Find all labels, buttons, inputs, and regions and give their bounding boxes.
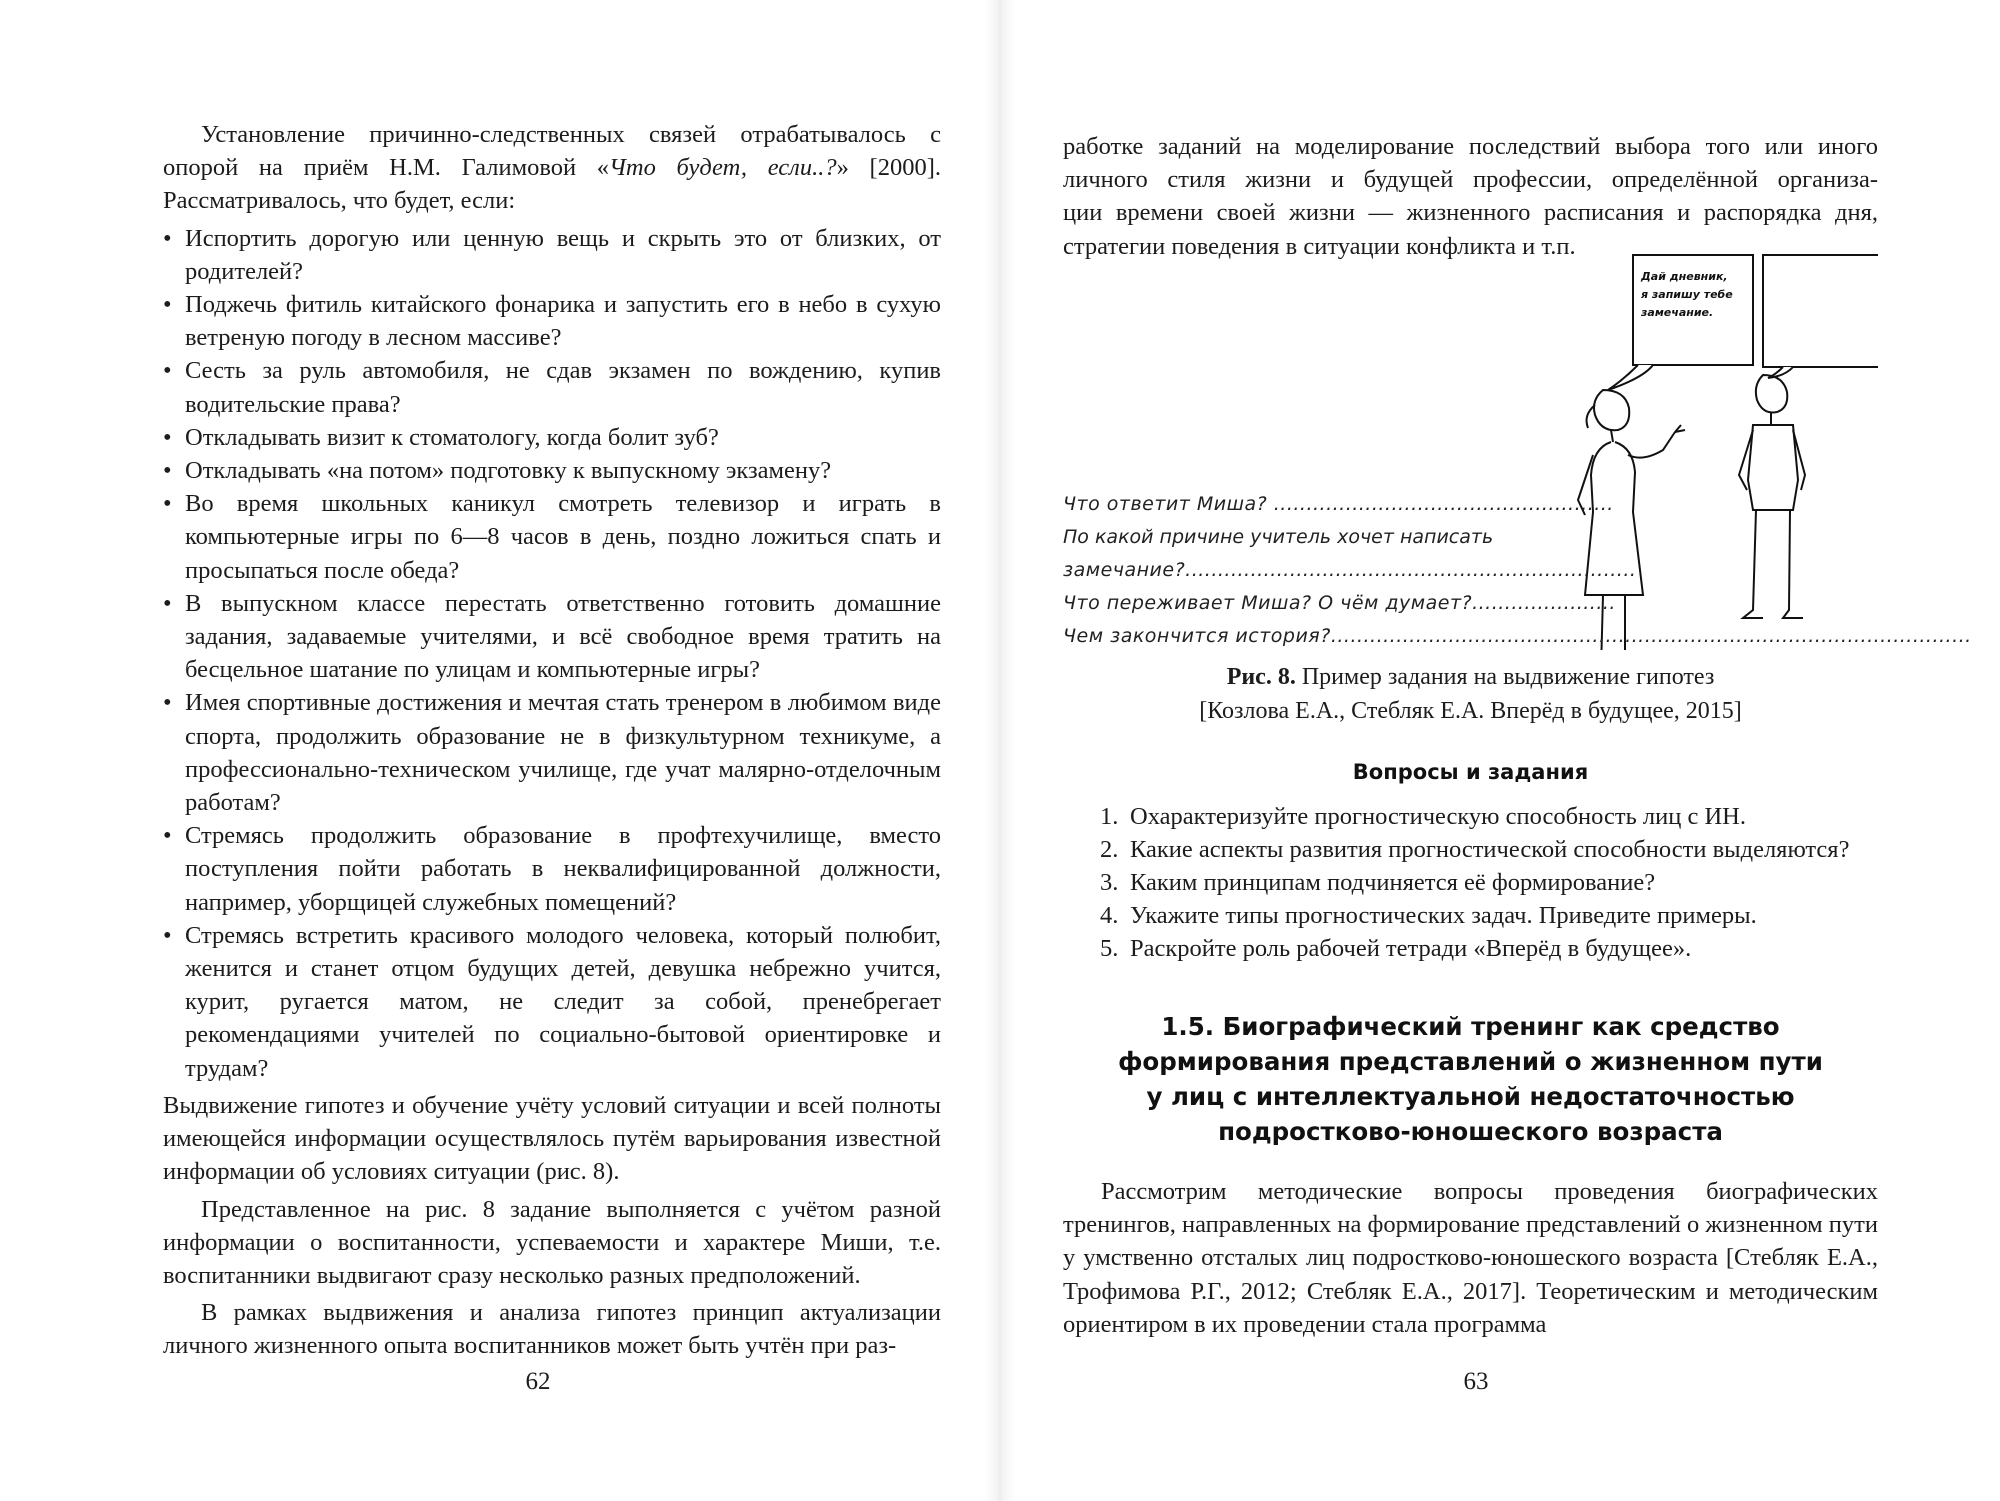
bullet-list xyxy=(163,222,941,1085)
list-item: • Во время школьных каникул смотреть телевизор и играть в компьютерные игры по 6—8 часов в день, поздно ложиться спать и просыпаться после обеда? xyxy=(163,490,941,584)
figure-8 xyxy=(1063,250,1972,650)
bubble-text-line: я запишу тебе xyxy=(1641,288,1733,301)
list-item: • Откладывать визит к стоматологу, когда болит зуб? xyxy=(163,423,719,451)
right-page-continuation xyxy=(1063,130,1878,263)
figure-question: замечание?..................................................................... xyxy=(1063,559,1637,581)
list-item: • Поджечь фитиль китайского фонарика и запустить его в небо в сухую ветреную погоду в лесном массиве? xyxy=(163,291,941,352)
list-item: 3. Каким принципам подчиняется её формирование? xyxy=(1100,869,1656,896)
list-item: 4. Укажите типы прогностических задач. Приведите примеры. xyxy=(1100,902,1757,929)
text-line: работке заданий на моделирование последствий выбора того или иного xyxy=(1063,133,1878,160)
questions-heading: Вопросы и задания xyxy=(1352,760,1589,784)
caption-label: Рис. 8. xyxy=(1226,664,1296,690)
figure-question: Чем закончится история?.................................................................................................. xyxy=(1063,625,1972,647)
list-item: • Стремясь встретить красивого молодого человека, который полюбит, женится и станет отцом будущих детей, девушка небрежно учится, курит, ругается матом, не следит за собой, пренебрегает рекомендациями учителей по социально-бытовой ориентировке и трудам? xyxy=(163,921,941,1082)
figure-question: По какой причине учитель хочет написать xyxy=(1063,526,1494,548)
page-number-left: 62 xyxy=(525,1368,551,1395)
list-item: • Сесть за руль автомобиля, не сдав экзамен по вождению, купив водительские права? xyxy=(163,357,941,418)
intro-paragraph: Установление причинно-следственных связей отрабатывалось с опорой на приём Н.М. Галимовой «Что будет, если..?» [2000]. Рассматривалось, что будет, если: xyxy=(163,121,941,215)
list-item: • Откладывать «на потом» подготовку к выпускному экзамену? xyxy=(163,457,832,485)
text-line: личного стиля жизни и будущей профессии, определённой организа- xyxy=(1063,166,1878,194)
bubble-text-line: замечание. xyxy=(1641,306,1714,319)
list-item: 2. Какие аспекты развития прогностической способности выделяются? xyxy=(1100,836,1850,863)
section-title: 1.5. Биографический тренинг как средство формирования представлений о жизненном пути у лиц с интеллектуальной недостаточностью подростково-юношеского возраста xyxy=(1118,1012,1823,1146)
list-item: • В выпускном классе перестать ответственно готовить домашние задания, задаваемые учителями, и всё свободное время тратить на бесцельное шатание по улицам и компьютерные игры? xyxy=(163,589,941,684)
list-item: 5. Раскройте роль рабочей тетради «Вперёд в будущее». xyxy=(1100,935,1692,962)
list-item: • Испортить дорогую или ценную вещь и скрыть это от близких, от родителей? xyxy=(163,224,941,285)
list-item: 1. Охарактеризуйте прогностическую способность лиц с ИН. xyxy=(1100,803,1746,830)
misha-figure xyxy=(1739,375,1805,618)
caption-source: [Козлова Е.А., Стебляк Е.А. Вперёд в будущее, 2015] xyxy=(1199,698,1742,724)
figure-question: Что ответит Миша? .................................................... xyxy=(1063,493,1614,515)
section-paragraph: Рассмотрим методические вопросы проведения биографических тренингов, направленных на формирование представлений о жизненном пути у умственно отсталых лиц подростково-юношеского возраста [Стебляк Е.А., Трофимова Р.Г., 2012; Стебляк Е.А., 2017]. Теоретическим и методическим ориентиром в их проведении стала программа xyxy=(1063,1178,1878,1338)
questions-list xyxy=(1100,800,1880,965)
left-page-text xyxy=(163,118,941,1367)
text-line: стратегии поведения в ситуации конфликта и т.п. xyxy=(1063,232,1576,260)
list-item: • Стремясь продолжить образование в профтехучилище, вместо поступления пойти работать в неквалифицированной должности, например, уборщицей служебных помещений? xyxy=(163,822,941,916)
paragraph-experience: В рамках выдвижения и анализа гипотез принцип актуализации личного жизненного опыта воспитанников может быть учтён при раз- xyxy=(163,1299,941,1360)
speech-bubble-misha xyxy=(1763,255,1878,367)
figure-question: Что переживает Миша? О чём думает?...................... xyxy=(1063,592,1616,614)
paragraph-hypotheses: Выдвижение гипотез и обучение учёту условий ситуации и всей полноты имеющейся информации осуществлялось путём варьирования известной информации об условиях ситуации (рис. 8). xyxy=(163,1091,941,1186)
italic-title: Что будет, если..? xyxy=(609,154,837,182)
text-line: ции времени своей жизни — жизненного расписания и распорядка дня, xyxy=(1063,199,1878,227)
figure-caption: Рис. 8. Пример задания на выдвижение гипотез [Козлова Е.А., Стебляк Е.А. Вперёд в будущее, 2015] xyxy=(1063,660,1878,728)
page-number-right: 63 xyxy=(1463,1368,1489,1395)
bubble-text-line: Дай дневник, xyxy=(1641,270,1728,283)
list-item: • Имея спортивные достижения и мечтая стать тренером в любимом виде спорта, продолжить образование не в физкультурном техникуме, а профессионально-техническом училище, где учат малярно-отделочным работам? xyxy=(163,689,941,817)
paragraph-figure-task: Представленное на рис. 8 задание выполняется с учётом разной информации о воспитанности, успеваемости и характере Миши, т.е. воспитанники выдвигают сразу несколько разных предположений. xyxy=(163,1195,941,1289)
illustration xyxy=(1063,250,1878,650)
